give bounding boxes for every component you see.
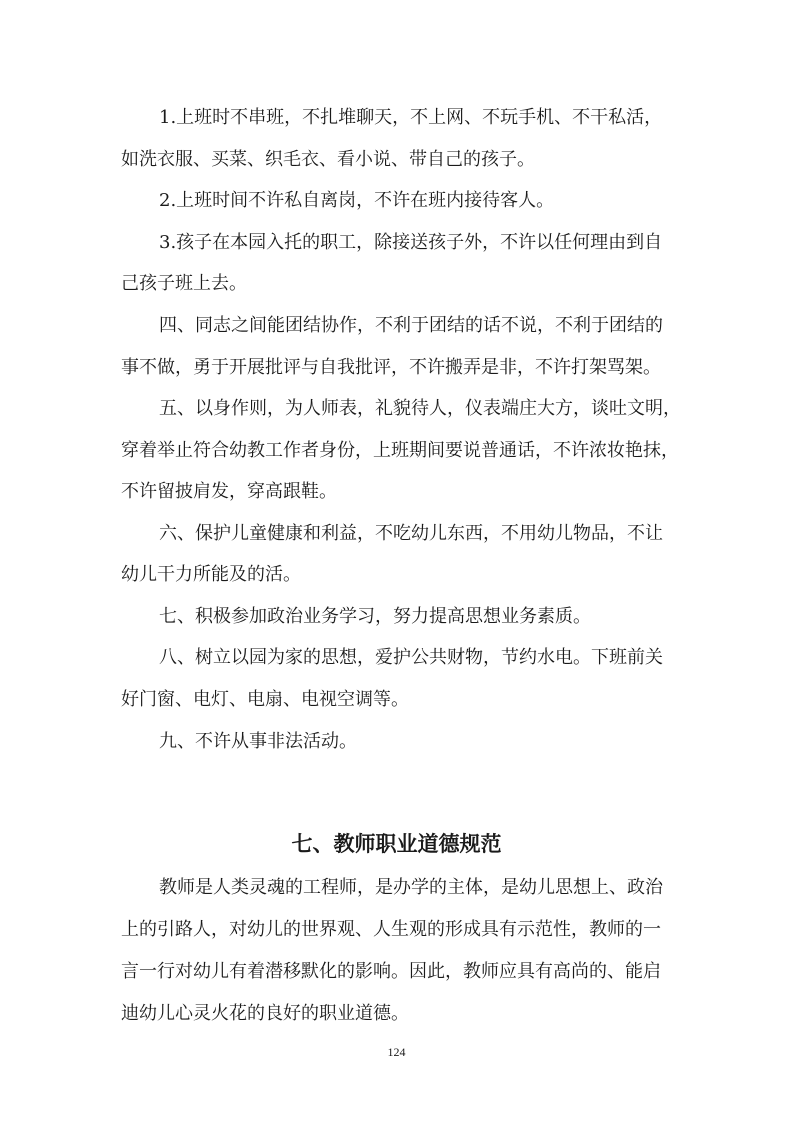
section-line-2: 上的引路人，对幼儿的世界观、人生观的形成具有示范性，教师的一 xyxy=(121,919,661,940)
rule-2-line-1: 2.上班时间不许私自离岗，不许在班内接待客人。 xyxy=(159,190,555,211)
rule-3-line-2: 己孩子班上去。 xyxy=(121,273,247,294)
rule-3-line-1: 3.孩子在本园入托的职工，除接送孩子外，不许以任何理由到自 xyxy=(159,232,663,253)
rule-1-line-2: 如洗衣服、买菜、织毛衣、看小说、带自己的孩子。 xyxy=(121,149,535,170)
section-line-3: 言一行对幼儿有着潜移默化的影响。因此，教师应具有高尚的、能启 xyxy=(121,961,661,982)
rule-6-line-2: 幼儿干力所能及的活。 xyxy=(121,564,301,585)
rule-5-line-3: 不许留披肩发，穿高跟鞋。 xyxy=(121,481,337,502)
rule-1-line-1: 1.上班时不串班，不扎堆聊天，不上网、不玩手机、不干私活， xyxy=(159,107,663,128)
rule-5-line-1: 五、以身作则，为人师表，礼貌待人，仪表端庄大方，谈吐文明， xyxy=(159,398,681,419)
rule-8-line-1: 八、树立以园为家的思想，爱护公共财物，节约水电。下班前关 xyxy=(159,647,663,668)
section-title: 七、教师职业道德规范 xyxy=(291,832,502,856)
rule-7-line-1: 七、积极参加政治业务学习，努力提高思想业务素质。 xyxy=(159,606,591,627)
rule-9-line-1: 九、不许从事非法活动。 xyxy=(159,731,357,752)
rule-5-line-2: 穿着举止符合幼教工作者身份，上班期间要说普通话，不许浓妆艳抹， xyxy=(121,440,679,461)
page-number: 124 xyxy=(387,1045,406,1059)
rule-4-line-2: 事不做，勇于开展批评与自我批评，不许搬弄是非，不许打架骂架。 xyxy=(121,357,661,378)
section-line-4: 迪幼儿心灵火花的良好的职业道德。 xyxy=(121,1003,409,1024)
rule-4-line-1: 四、同志之间能团结协作，不利于团结的话不说，不利于团结的 xyxy=(159,315,663,336)
rule-8-line-2: 好门窗、电灯、电扇、电视空调等。 xyxy=(121,689,409,710)
rule-6-line-1: 六、保护儿童健康和利益，不吃幼儿东西，不用幼儿物品，不让 xyxy=(159,523,663,544)
section-line-1: 教师是人类灵魂的工程师，是办学的主体，是幼儿思想上、政治 xyxy=(159,877,663,898)
